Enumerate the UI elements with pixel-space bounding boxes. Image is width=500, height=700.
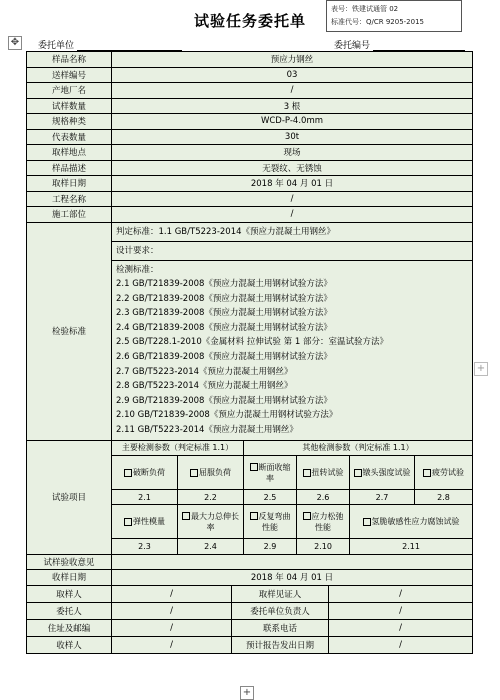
acceptance-label: 试样验收意见 — [27, 554, 112, 569]
receive-date-row — [27, 569, 473, 585]
checkbox-icon[interactable] — [354, 469, 362, 477]
test-methods — [112, 261, 472, 440]
item-fatigue[interactable]: 疲劳试验 — [415, 456, 473, 490]
checkbox-icon[interactable] — [124, 469, 132, 477]
client-unit-field[interactable] — [77, 40, 182, 51]
row-label: 产地厂名 — [27, 83, 112, 99]
acceptance-value[interactable] — [112, 554, 473, 569]
table-row — [27, 176, 473, 192]
table-row — [27, 67, 473, 83]
item-torsion[interactable]: 扭转试验 — [297, 456, 350, 490]
item-code: 2.7 — [350, 490, 415, 505]
test-items-cell — [112, 440, 473, 554]
method-item[interactable]: 2.2 GB/T21839-2008《预应力混凝土用钢材试验方法》 — [116, 293, 332, 304]
sign-value[interactable]: / — [112, 619, 232, 636]
test-items-label: 试验项目 — [27, 440, 112, 554]
test-items-row — [27, 440, 473, 554]
checkbox-icon[interactable] — [250, 463, 258, 471]
method-item[interactable]: 2.8 GB/T5223-2014《预应力混凝土用钢丝》 — [116, 381, 293, 392]
row-label: 工程名称 — [27, 191, 112, 207]
row-value[interactable]: 无裂纹、无锈蚀 — [112, 160, 473, 176]
method-item[interactable]: 2.6 GB/T21839-2008《预应力混凝土用钢材试验方法》 — [116, 352, 332, 363]
row-value[interactable]: 30t — [112, 129, 473, 145]
method-item[interactable]: 2.7 GB/T5223-2014《预应力混凝土用钢丝》 — [116, 366, 293, 377]
other-params-header: 其他检测参数（判定标准 1.1） — [244, 441, 473, 456]
item-total-elongation[interactable]: 最大力总伸长率 — [178, 505, 244, 539]
item-code: 2.2 — [178, 490, 244, 505]
sign-row — [27, 619, 473, 636]
sign-value[interactable]: / — [112, 602, 232, 619]
add-row-icon[interactable]: + — [240, 686, 254, 700]
checkbox-icon[interactable] — [303, 512, 311, 520]
standard-label: 检验标准 — [27, 222, 112, 440]
item-elastic-modulus[interactable]: 弹性模量 — [112, 505, 178, 539]
method-item[interactable]: 2.4 GB/T21839-2008《预应力混凝土用钢材试验方法》 — [116, 322, 332, 333]
main-params-header: 主要检测参数（判定标准 1.1） — [112, 441, 244, 456]
checkbox-icon[interactable] — [124, 518, 132, 526]
item-code: 2.3 — [112, 539, 178, 554]
row-label: 代表数量 — [27, 129, 112, 145]
method-item[interactable]: 2.3 GB/T21839-2008《预应力混凝土用钢材试验方法》 — [116, 308, 332, 319]
table-row — [27, 145, 473, 161]
row-value[interactable]: 现场 — [112, 145, 473, 161]
row-label: 试样数量 — [27, 98, 112, 114]
entrust-no-field[interactable] — [373, 40, 465, 51]
method-item[interactable]: 2.5 GB/T228.1-2010《金属材料 拉伸试验 第 1 部分：室温试验方法》 — [116, 337, 388, 348]
item-code: 2.6 — [297, 490, 350, 505]
sign-label: 收样人 — [27, 636, 112, 653]
row-value[interactable]: 03 — [112, 67, 473, 83]
receive-date-label: 收样日期 — [27, 569, 112, 585]
entrust-no-label: 委托编号 — [334, 41, 371, 51]
checkbox-icon[interactable] — [363, 518, 371, 526]
form-title: 试验任务委托单 — [193, 12, 306, 30]
item-code: 2.8 — [415, 490, 473, 505]
item-heading-strength[interactable]: 镦头强度试验 — [350, 456, 415, 490]
sign-value[interactable]: / — [329, 636, 473, 653]
checkbox-icon[interactable] — [303, 469, 311, 477]
row-value[interactable]: WCD-P-4.0mm — [112, 114, 473, 130]
method-item[interactable]: 2.1 GB/T21839-2008《预应力混凝土用钢材试验方法》 — [116, 279, 332, 290]
sign-label: 取样人 — [27, 585, 112, 602]
receive-date-value[interactable]: 2018 年 04 月 01 日 — [112, 569, 473, 585]
sign-row — [27, 585, 473, 602]
sign-row — [27, 636, 473, 653]
entrust-no-line — [334, 38, 465, 51]
standard-cell — [112, 222, 473, 440]
sign-row — [27, 602, 473, 619]
sign-value[interactable]: / — [329, 602, 473, 619]
item-code: 2.10 — [297, 539, 350, 554]
item-stress-relaxation[interactable]: 应力松弛性能 — [297, 505, 350, 539]
row-label: 样品名称 — [27, 52, 112, 68]
checkbox-icon[interactable] — [250, 512, 258, 520]
row-value[interactable]: 2018 年 04 月 01 日 — [112, 176, 473, 192]
item-code: 2.9 — [244, 539, 297, 554]
table-row — [27, 114, 473, 130]
form-number: 表号：铁建试通管 02 — [331, 5, 399, 13]
table-row — [27, 207, 473, 223]
method-item[interactable]: 2.10 GB/T21839-2008《预应力混凝土用钢材试验方法》 — [116, 410, 338, 421]
sign-value[interactable]: / — [329, 585, 473, 602]
row-label: 取样日期 — [27, 176, 112, 192]
row-label: 施工部位 — [27, 207, 112, 223]
acceptance-row — [27, 554, 473, 569]
row-label: 取样地点 — [27, 145, 112, 161]
test-items-grid — [112, 441, 472, 554]
sign-value[interactable]: / — [112, 636, 232, 653]
row-value[interactable]: / — [112, 207, 473, 223]
row-label: 样品描述 — [27, 160, 112, 176]
table-row — [27, 191, 473, 207]
sign-label: 取样见证人 — [232, 585, 329, 602]
judgement-standard[interactable]: 判定标准：1.1 GB/T5223-2014《预应力混凝土用钢丝》 — [112, 223, 472, 242]
table-row — [27, 52, 473, 68]
checkbox-icon[interactable] — [182, 512, 190, 520]
client-unit-line — [38, 38, 182, 51]
form-code-box — [326, 0, 462, 32]
sign-label: 联系电话 — [232, 619, 329, 636]
table-row — [27, 129, 473, 145]
checkbox-icon[interactable] — [190, 469, 198, 477]
table-row — [27, 83, 473, 99]
item-hydrogen-embrittlement[interactable]: 氢脆敏感性应力腐蚀试验 — [350, 505, 473, 539]
item-code: 2.1 — [112, 490, 178, 505]
table-row — [27, 160, 473, 176]
item-code: 2.5 — [244, 490, 297, 505]
item-code: 2.11 — [350, 539, 473, 554]
add-column-icon[interactable]: + — [474, 362, 488, 376]
row-label: 送样编号 — [27, 67, 112, 83]
sign-label: 预计报告发出日期 — [232, 636, 329, 653]
design-requirement[interactable]: 设计要求： — [112, 242, 472, 261]
sign-value[interactable]: / — [329, 619, 473, 636]
checkbox-icon[interactable] — [423, 469, 431, 477]
standard-row — [27, 222, 473, 440]
item-area-reduction[interactable]: 断面收缩率 — [244, 456, 297, 490]
item-yield-load[interactable]: 屈服负荷 — [178, 456, 244, 490]
table-row — [27, 98, 473, 114]
row-label: 规格种类 — [27, 114, 112, 130]
row-value[interactable]: 3 根 — [112, 98, 473, 114]
sign-label: 委托单位负责人 — [232, 602, 329, 619]
item-repeated-bending[interactable]: 反复弯曲性能 — [244, 505, 297, 539]
item-breaking-load[interactable]: 破断负荷 — [112, 456, 178, 490]
sign-value[interactable]: / — [112, 585, 232, 602]
item-code: 2.4 — [178, 539, 244, 554]
method-item[interactable]: 2.11 GB/T5223-2014《预应力混凝土用钢丝》 — [116, 425, 298, 436]
standard-code: 标准代号：Q/CR 9205-2015 — [331, 18, 424, 26]
row-value[interactable]: / — [112, 191, 473, 207]
sign-label: 委托人 — [27, 602, 112, 619]
methods-title: 检测标准： — [116, 264, 159, 275]
client-unit-label: 委托单位 — [38, 41, 75, 51]
table-move-handle-icon[interactable]: ✥ — [8, 36, 22, 50]
row-value[interactable]: / — [112, 83, 473, 99]
entrust-table — [26, 51, 473, 654]
row-value[interactable]: 预应力钢丝 — [112, 52, 473, 68]
method-item[interactable]: 2.9 GB/T21839-2008《预应力混凝土用钢材试验方法》 — [116, 395, 332, 406]
sign-label: 住址及邮编 — [27, 619, 112, 636]
